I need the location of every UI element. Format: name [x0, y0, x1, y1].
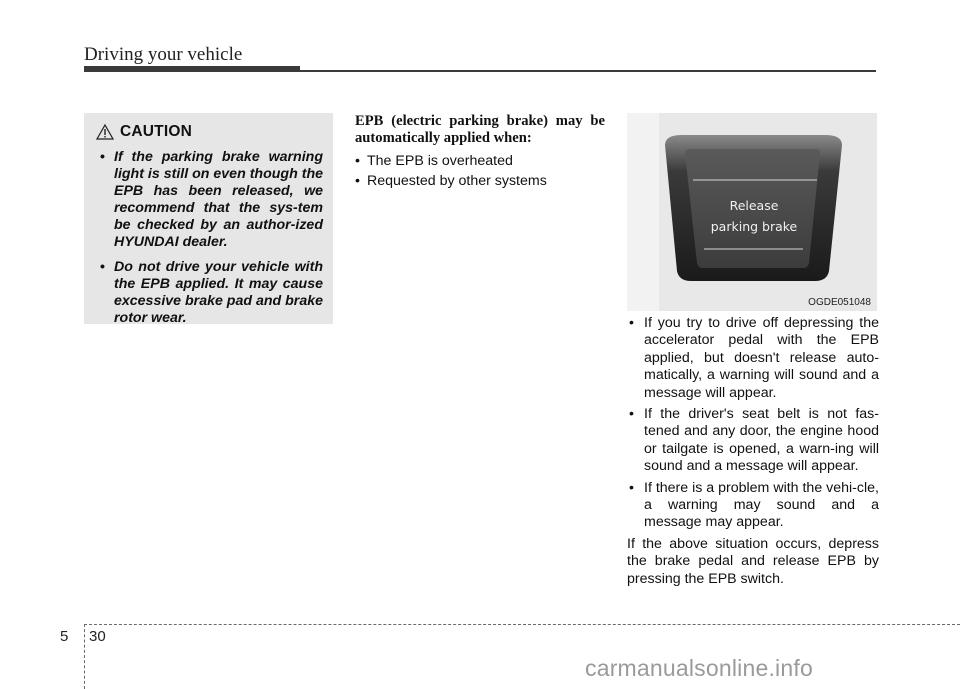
cluster-display-graphic [627, 113, 877, 311]
epb-warning-section [627, 315, 879, 588]
caution-title: CAUTION [120, 123, 193, 140]
closing-paragraph: If the above situation occurs, depress the brake pedal and release EPB by pressing the EPB switch. [627, 535, 879, 587]
warning-triangle-icon [96, 124, 114, 140]
header-rule [300, 70, 876, 72]
caution-item: • If the parking brake warning light is still on even though the EPB has been released, we recommend that the sys-tem be checked by an author-ized HYUNDAI dealer. [100, 149, 323, 250]
section-number: 5 [60, 628, 69, 645]
figure-code: OGDE051048 [808, 297, 871, 308]
cluster-display-illustration [627, 113, 877, 311]
header-accent-bar [84, 66, 300, 72]
footer-rule [84, 624, 960, 625]
caution-item: • Do not drive your vehicle with the EPB applied. It may cause excessive brake pad and brake rotor wear. [100, 259, 323, 326]
epb-auto-apply-list [355, 151, 605, 191]
display-text-release: Release [729, 198, 779, 213]
caution-box [84, 113, 333, 324]
page-header-title: Driving your vehicle [84, 44, 243, 65]
list-item: • The EPB is overheated [355, 153, 513, 169]
display-text-parking-brake: parking brake [710, 219, 798, 234]
page-number: 30 [89, 628, 106, 645]
watermark: carmanualsonline.info [585, 655, 813, 681]
list-item: • Requested by other systems [355, 173, 547, 189]
epb-auto-apply-intro: EPB (electric parking brake) may be automatically applied when: [355, 113, 605, 146]
footer-divider [84, 624, 85, 689]
epb-auto-apply-section [355, 113, 605, 191]
list-item: • If there is a problem with the vehi-cle, a warning may sound and a message may appear. [629, 479, 879, 531]
caution-header [96, 123, 323, 141]
list-item: • If the driver's seat belt is not fas-tened and any door, the engine hood or tailgate is opened, a warn-ing will sound and a message will appear. [629, 406, 879, 475]
list-item: • If you try to drive off depressing the accelerator pedal with the EPB applied, but doesn't release auto-matically, a warning will sound and a message will appear. [629, 315, 879, 401]
